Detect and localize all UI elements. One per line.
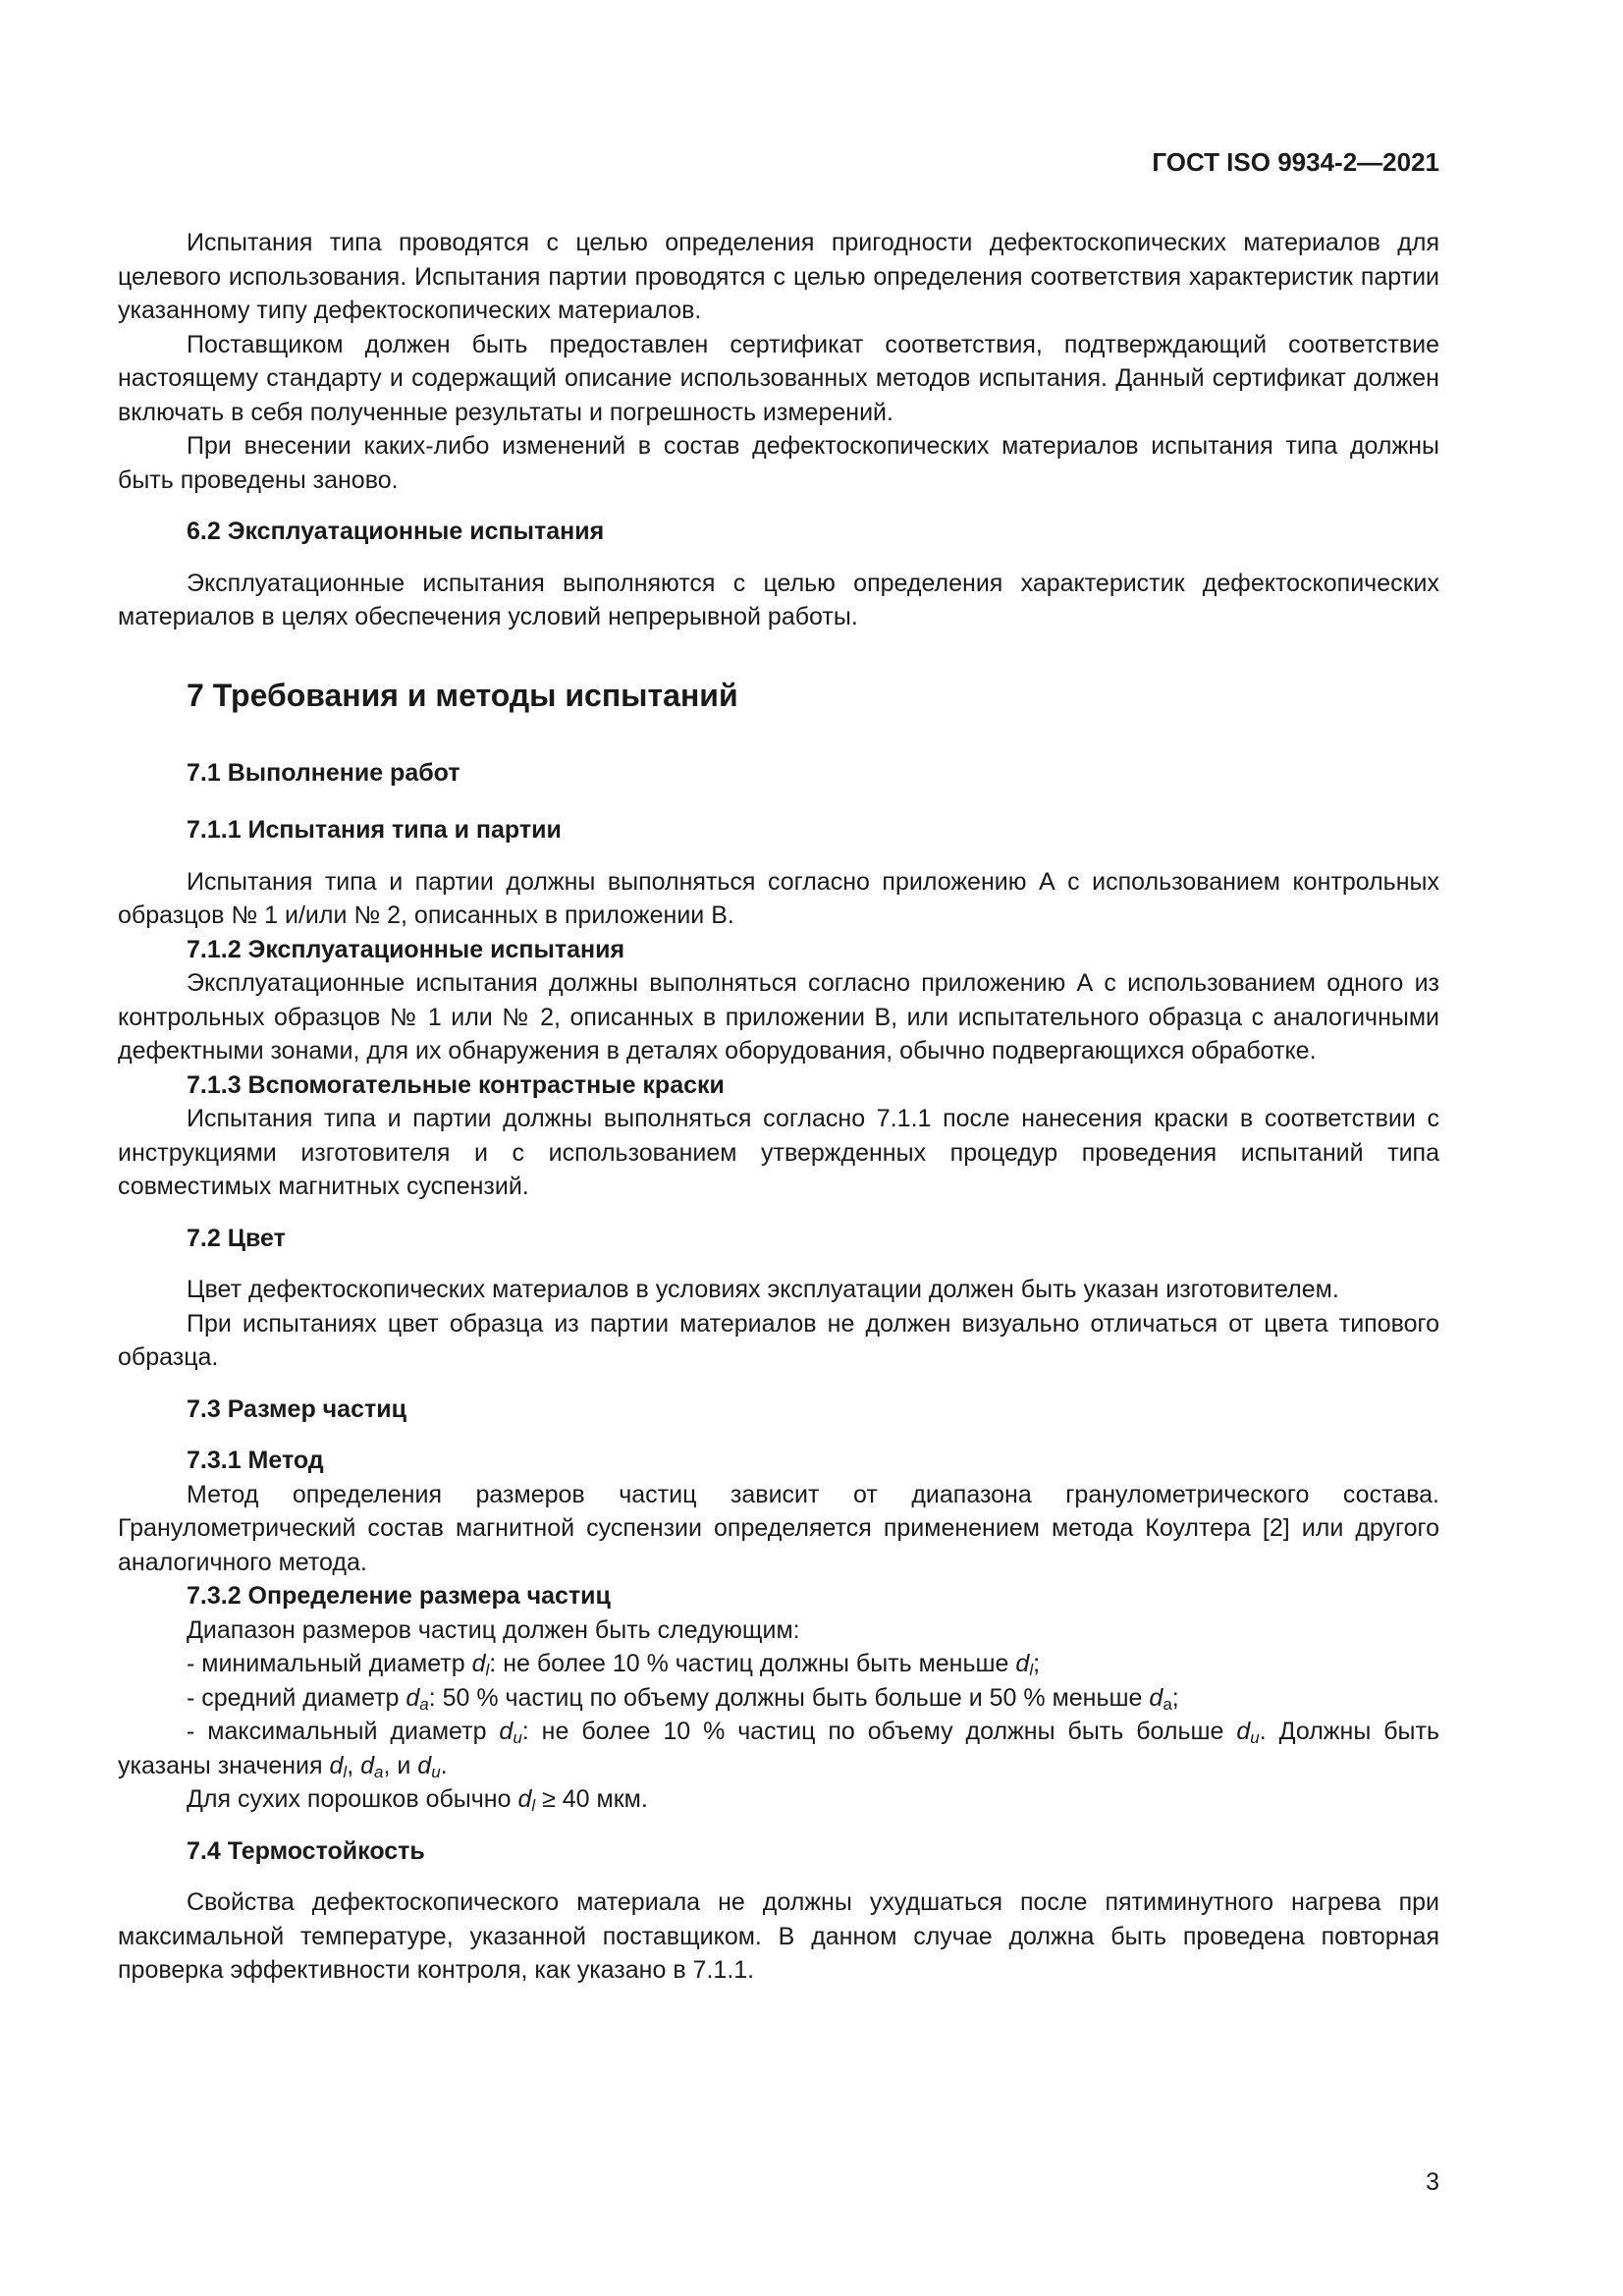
paragraph-7-3-2-intro: Диапазон размеров частиц должен быть следующим: [187, 1615, 800, 1644]
heading-7: 7 Требования и методы испытаний [187, 677, 738, 713]
heading-6-2: 6.2 Эксплуатационные испытания [187, 518, 605, 545]
heading-7-1-2: 7.1.2 Эксплуатационные испытания [187, 935, 625, 963]
document-body [118, 226, 1439, 1988]
paragraph-dry-powders: Для сухих порошков обычно $d_l \ge 40$ мкм. [187, 1785, 648, 1815]
paragraph-7-2-1: Цвет дефектоскопических материалов в условиях эксплуатации должен быть указан изготовителем. [187, 1276, 1339, 1303]
heading-7-1-1: 7.1.1 Испытания типа и партии [187, 816, 562, 844]
heading-7-4: 7.4 Термостойкость [187, 1836, 425, 1865]
paragraph-7-4: Свойства дефектоскопического материала не должны ухудшаться после пятиминутного нагрева при максимальной температуре, указанной поставщиком. В данном случае должна быть проведена повторная проверка эффективности контроля, как указано в 7.1.1. [118, 1888, 1439, 1984]
heading-7-3-1: 7.3.1 Метод [187, 1447, 324, 1474]
paragraph-7-1-3: Испытания типа и партии должны выполняться согласно 7.1.1 после нанесения краски в соответствии с инструкциями изготовителя и с использованием утвержденных процедур проведения испытаний типа совместимых магнитных суспензий. [118, 1105, 1439, 1200]
intro-paragraph-2: Поставщиком должен быть предоставлен сертификат соответствия, подтверждающий соответствие настоящему стандарту и содержащий описание использованных методов испытания. Данный сертификат должен включать в себя полученные результаты и погрешность измерений. [118, 330, 1439, 426]
paragraph-7-1-1: Испытания типа и партии должны выполняться согласно приложению А с использованием контрольных образцов № 1 и/или № 2, описанных в приложении В. [118, 867, 1439, 929]
heading-7-1: 7.1 Выполнение работ [187, 758, 460, 787]
page-number: 3 [1426, 2168, 1439, 2196]
paragraph-7-1-2: Эксплуатационные испытания должны выполняться согласно приложению А с использованием одного из контрольных образцов № 1 или № 2, описанных в приложении В, или испытательного образца с аналогичными дефектными зонами, для их обнаружения в деталях оборудования, обычно подвергающихся обработке. [118, 969, 1439, 1065]
heading-7-3-2: 7.3.2 Определение размера частиц [187, 1582, 611, 1610]
intro-paragraph-1: Испытания типа проводятся с целью определения пригодности дефектоскопических материалов для целевого использования. Испытания партии проводятся с целью определения соответствия характеристик партии указанному типу дефектоскопических материалов. [118, 229, 1439, 324]
list-item-avg-diameter: - средний диаметр $d_a$: 50 % частиц по объему должны быть больше и 50 % меньше $d_a$; [187, 1683, 1179, 1714]
heading-7-2: 7.2 Цвет [187, 1224, 286, 1252]
list-item-min-diameter: - минимальный диаметр $d_l$: не более 10 % частиц должны быть меньше $d_l$; [187, 1650, 1041, 1679]
heading-7-1-3: 7.1.3 Вспомогательные контрастные краски [187, 1070, 725, 1099]
paragraph-6-2: Эксплуатационные испытания выполняются с целью определения характеристик дефектоскопических материалов в целях обеспечения условий непрерывной работы. [118, 569, 1439, 630]
list-item-max-diameter: - максимальный диаметр $d_u$: не более 10 % частиц по объему должны быть больше $d_u$. Должны быть указаны значения $d_l$, $d_a$, и $d_u$. [118, 1718, 1439, 1781]
intro-paragraph-3: При внесении каких-либо изменений в состав дефектоскопических материалов испытания типа должны быть проведены заново. [118, 432, 1439, 494]
heading-7-3: 7.3 Размер частиц [187, 1394, 406, 1423]
paragraph-7-3-1: Метод определения размеров частиц зависит от диапазона гранулометрического состава. Гранулометрический состав магнитной суспензии определяется применением метода Коултера [2] или другого аналогичного метода. [118, 1480, 1439, 1576]
paragraph-7-2-2: При испытаниях цвет образца из партии материалов не должен визуально отличаться от цвета типового образца. [118, 1309, 1439, 1371]
document-code: ГОСТ ISO 9934-2—2021 [1152, 147, 1439, 177]
